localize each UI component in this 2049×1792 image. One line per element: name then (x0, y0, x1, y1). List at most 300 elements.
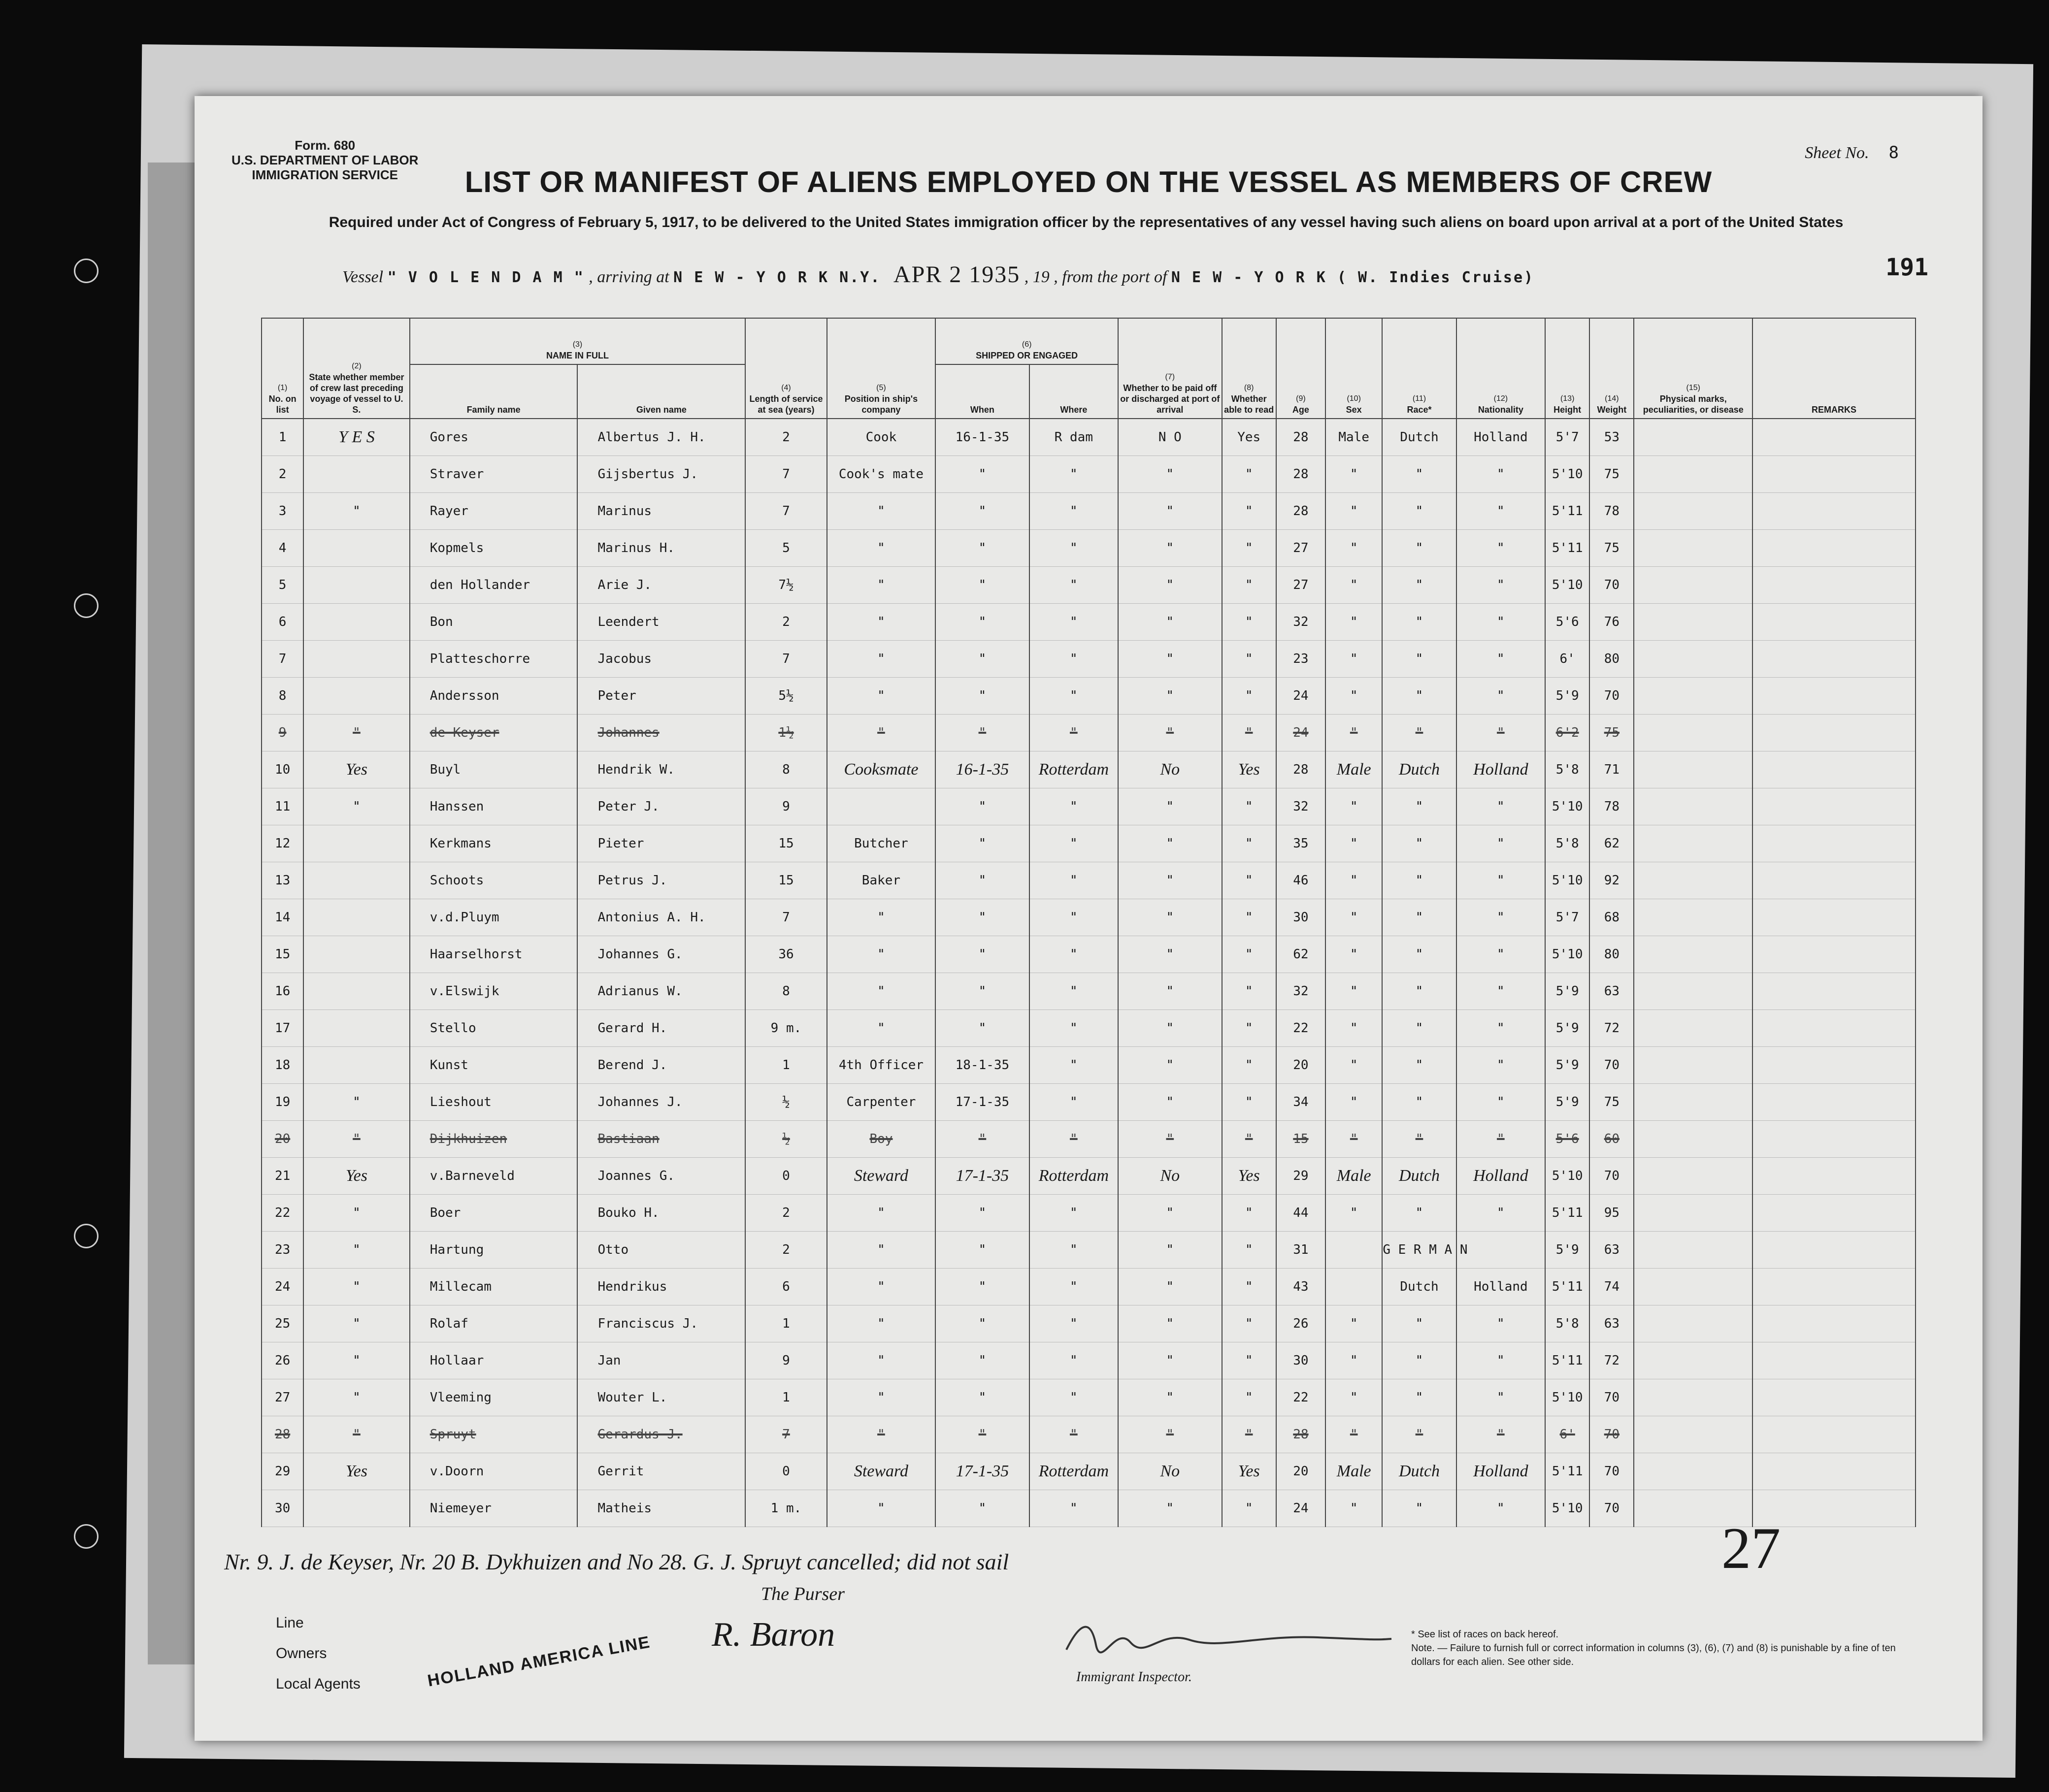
table-row (262, 567, 1916, 604)
table-row (262, 1232, 1916, 1269)
cell-no: 23 (262, 1232, 303, 1269)
cell-nat: " (1456, 1010, 1545, 1047)
cell-height: 5'11 (1545, 1195, 1589, 1232)
cell-no: 12 (262, 825, 303, 862)
cell-family: Straver (410, 456, 578, 493)
col-weight: (14) Weight (1589, 318, 1634, 419)
cell-read: " (1222, 1195, 1276, 1232)
cell-length: 1 m. (745, 1490, 826, 1527)
cell-no: 11 (262, 788, 303, 825)
cell-weight: 60 (1589, 1121, 1634, 1158)
cell-family: v.Doorn (410, 1453, 578, 1490)
cell-phys (1634, 936, 1752, 973)
cell-weight: 70 (1589, 1416, 1634, 1453)
cell-nat: Holland (1456, 1453, 1545, 1490)
cell-read: " (1222, 1305, 1276, 1342)
cell-age: 22 (1276, 1010, 1325, 1047)
cell-state (303, 678, 410, 715)
department: U.S. DEPARTMENT OF LABOR (231, 153, 419, 167)
footer-labels (276, 1608, 361, 1699)
cell-phys (1634, 973, 1752, 1010)
cell-height: 5'11 (1545, 1453, 1589, 1490)
cell-given: Petrus J. (577, 862, 745, 899)
cell-no: 28 (262, 1416, 303, 1453)
cell-height: 5'8 (1545, 1305, 1589, 1342)
cell-paid: " (1118, 715, 1222, 751)
cell-read: " (1222, 715, 1276, 751)
cell-paid: No (1118, 751, 1222, 788)
cell-phys (1634, 419, 1752, 456)
cell-family: Dijkhuizen (410, 1121, 578, 1158)
cell-family: Hollaar (410, 1342, 578, 1379)
cell-read: " (1222, 604, 1276, 641)
cell-given: Johannes G. (577, 936, 745, 973)
cell-given: Peter J. (577, 788, 745, 825)
cell-length: 5½ (745, 678, 826, 715)
cell-phys (1634, 1232, 1752, 1269)
cell-state (303, 1010, 410, 1047)
cell-remarks (1752, 825, 1916, 862)
cell-weight: 62 (1589, 825, 1634, 862)
table-row (262, 1453, 1916, 1490)
table-row (262, 1121, 1916, 1158)
cell-read: " (1222, 567, 1276, 604)
table-row (262, 715, 1916, 751)
cell-position: " (827, 678, 936, 715)
cell-remarks (1752, 419, 1916, 456)
cell-age: 26 (1276, 1305, 1325, 1342)
cell-position: Carpenter (827, 1084, 936, 1121)
cell-given: Matheis (577, 1490, 745, 1527)
cell-position: " (827, 567, 936, 604)
cell-read: " (1222, 678, 1276, 715)
cell-sex: " (1325, 1010, 1382, 1047)
col-position: (5) Position in ship's company (827, 318, 936, 419)
cell-age: 31 (1276, 1232, 1325, 1269)
cell-where: R dam (1029, 419, 1118, 456)
purser-label: The Purser (761, 1584, 845, 1604)
cell-race: " (1382, 899, 1456, 936)
cell-nat: " (1456, 530, 1545, 567)
cell-nat: " (1456, 1121, 1545, 1158)
cell-age: 15 (1276, 1121, 1325, 1158)
cell-weight: 70 (1589, 1158, 1634, 1195)
cell-sex: " (1325, 1047, 1382, 1084)
cell-race: " (1382, 973, 1456, 1010)
cell-state (303, 567, 410, 604)
col-height: (13) Height (1545, 318, 1589, 419)
cell-position: " (827, 899, 936, 936)
cell-state (303, 973, 410, 1010)
cell-sex: " (1325, 1195, 1382, 1232)
cell-nat: " (1456, 899, 1545, 936)
table-row (262, 493, 1916, 530)
cell-when: " (935, 604, 1029, 641)
cell-paid: N O (1118, 419, 1222, 456)
col-where: Where (1029, 364, 1118, 419)
col-age: (9) Age (1276, 318, 1325, 419)
cell-no: 19 (262, 1084, 303, 1121)
cell-sex: " (1325, 1379, 1382, 1416)
cell-no: 10 (262, 751, 303, 788)
cell-where: " (1029, 973, 1118, 1010)
cell-age: 27 (1276, 567, 1325, 604)
cell-read: " (1222, 936, 1276, 973)
cell-weight: 76 (1589, 604, 1634, 641)
cell-when: " (935, 825, 1029, 862)
cell-position: " (827, 1305, 936, 1342)
page-title: LIST OR MANIFEST OF ALIENS EMPLOYED ON THE VESSEL AS MEMBERS OF CREW (464, 165, 1713, 198)
cell-paid: " (1118, 678, 1222, 715)
cell-given: Gerrit (577, 1453, 745, 1490)
cell-family: Schoots (410, 862, 578, 899)
col-name: (3) NAME IN FULL (410, 318, 746, 364)
cell-phys (1634, 1047, 1752, 1084)
cell-paid: " (1118, 1195, 1222, 1232)
cell-nat: " (1456, 641, 1545, 678)
cell-position: Boy (827, 1121, 936, 1158)
cell-weight: 70 (1589, 567, 1634, 604)
cell-height: 5'10 (1545, 567, 1589, 604)
cell-no: 16 (262, 973, 303, 1010)
cell-height: 5'9 (1545, 1047, 1589, 1084)
cell-state (303, 641, 410, 678)
cell-remarks (1752, 1047, 1916, 1084)
cell-height: 5'8 (1545, 751, 1589, 788)
cell-weight: 71 (1589, 751, 1634, 788)
cell-race: Dutch (1382, 1158, 1456, 1195)
cell-height: 6' (1545, 641, 1589, 678)
cell-state (303, 1490, 410, 1527)
cell-sex: " (1325, 567, 1382, 604)
cell-weight: 95 (1589, 1195, 1634, 1232)
cell-nat: " (1456, 862, 1545, 899)
cell-read: Yes (1222, 419, 1276, 456)
cell-phys (1634, 641, 1752, 678)
cell-age: 30 (1276, 1342, 1325, 1379)
cell-where: " (1029, 567, 1118, 604)
cell-race: Dutch (1382, 1453, 1456, 1490)
cell-position: " (827, 1232, 936, 1269)
cell-when: " (935, 862, 1029, 899)
cell-sex: " (1325, 715, 1382, 751)
cell-state: " (303, 1379, 410, 1416)
table-row (262, 751, 1916, 788)
cell-remarks (1752, 899, 1916, 936)
cell-nat (1456, 1232, 1545, 1269)
cell-paid: " (1118, 1010, 1222, 1047)
cell-sex: " (1325, 973, 1382, 1010)
cell-no: 15 (262, 936, 303, 973)
cell-sex: " (1325, 1305, 1382, 1342)
cell-length: 5 (745, 530, 826, 567)
cell-remarks (1752, 567, 1916, 604)
table-row (262, 1158, 1916, 1195)
cell-height: 5'10 (1545, 1158, 1589, 1195)
cell-paid: " (1118, 1232, 1222, 1269)
cell-height: 5'11 (1545, 493, 1589, 530)
cell-no: 1 (262, 419, 303, 456)
cell-race: " (1382, 1379, 1456, 1416)
col-race: (11) Race* (1382, 318, 1456, 419)
cell-phys (1634, 862, 1752, 899)
cell-nat: Holland (1456, 751, 1545, 788)
inspector-label: Immigrant Inspector. (1076, 1669, 1192, 1685)
cell-position: Cook (827, 419, 936, 456)
cell-where: " (1029, 899, 1118, 936)
cell-sex: " (1325, 862, 1382, 899)
cell-age: 24 (1276, 1490, 1325, 1527)
fine-print (1411, 1628, 1904, 1669)
cell-where: " (1029, 1047, 1118, 1084)
cell-paid: " (1118, 1269, 1222, 1305)
cell-family: Millecam (410, 1269, 578, 1305)
cell-state: " (303, 1121, 410, 1158)
cell-given: Marinus (577, 493, 745, 530)
cell-read: " (1222, 973, 1276, 1010)
cell-remarks (1752, 751, 1916, 788)
cell-when: " (935, 641, 1029, 678)
cell-family: Lieshout (410, 1084, 578, 1121)
cell-length: 7 (745, 493, 826, 530)
cell-no: 18 (262, 1047, 303, 1084)
cell-paid: No (1118, 1158, 1222, 1195)
cell-read: " (1222, 899, 1276, 936)
cell-age: 20 (1276, 1453, 1325, 1490)
cell-no: 2 (262, 456, 303, 493)
cell-nat: " (1456, 493, 1545, 530)
from-label: , from the port of (1054, 268, 1167, 286)
cell-nat: Holland (1456, 419, 1545, 456)
cell-sex: Male (1325, 419, 1382, 456)
cell-when: " (935, 788, 1029, 825)
cell-race: Dutch (1382, 751, 1456, 788)
table-row (262, 1342, 1916, 1379)
cell-phys (1634, 1010, 1752, 1047)
cell-height: 5'7 (1545, 419, 1589, 456)
cell-family: de Keyser (410, 715, 578, 751)
cell-given: Albertus J. H. (577, 419, 745, 456)
cell-height: 5'6 (1545, 604, 1589, 641)
cell-height: 5'9 (1545, 1010, 1589, 1047)
cell-when: " (935, 1010, 1029, 1047)
table-row (262, 825, 1916, 862)
cell-nat: " (1456, 1084, 1545, 1121)
cell-state: " (303, 788, 410, 825)
cell-state: " (303, 1232, 410, 1269)
cell-family: Hanssen (410, 788, 578, 825)
cell-read: " (1222, 493, 1276, 530)
cell-length: 9 m. (745, 1010, 826, 1047)
cell-race: " (1382, 862, 1456, 899)
cell-sex (1325, 1269, 1382, 1305)
cell-when: " (935, 715, 1029, 751)
cell-family: Buyl (410, 751, 578, 788)
cell-read: " (1222, 1269, 1276, 1305)
cell-nat: " (1456, 1416, 1545, 1453)
cell-read: " (1222, 862, 1276, 899)
cell-where: " (1029, 1416, 1118, 1453)
cell-remarks (1752, 1195, 1916, 1232)
cell-position: " (827, 1269, 936, 1305)
cell-where: " (1029, 1305, 1118, 1342)
cell-paid: " (1118, 825, 1222, 862)
cell-age: 28 (1276, 1416, 1325, 1453)
cell-sex: Male (1325, 1158, 1382, 1195)
cell-family: Boer (410, 1195, 578, 1232)
cell-age: 28 (1276, 456, 1325, 493)
cell-paid: " (1118, 788, 1222, 825)
line-label: Line (276, 1615, 304, 1631)
cell-race: " (1382, 641, 1456, 678)
cell-when: 16-1-35 (935, 419, 1029, 456)
cell-where: Rotterdam (1029, 1158, 1118, 1195)
cell-where: " (1029, 1342, 1118, 1379)
cell-state: Yes (303, 1453, 410, 1490)
cell-remarks (1752, 1379, 1916, 1416)
cell-no: 13 (262, 862, 303, 899)
cell-state: " (303, 493, 410, 530)
cell-family: Kerkmans (410, 825, 578, 862)
cell-sex: Male (1325, 751, 1382, 788)
cell-given: Otto (577, 1232, 745, 1269)
cell-where: Rotterdam (1029, 1453, 1118, 1490)
cell-nat: " (1456, 715, 1545, 751)
cell-no: 21 (262, 1158, 303, 1195)
cell-where: " (1029, 1379, 1118, 1416)
cell-where: " (1029, 715, 1118, 751)
cell-state (303, 899, 410, 936)
punch-hole (74, 1224, 99, 1248)
cell-race: " (1382, 715, 1456, 751)
cell-no: 14 (262, 899, 303, 936)
cell-length: ½ (745, 1084, 826, 1121)
cell-read: " (1222, 456, 1276, 493)
cell-family: Andersson (410, 678, 578, 715)
cell-where: " (1029, 604, 1118, 641)
cell-where: " (1029, 678, 1118, 715)
cell-no: 25 (262, 1305, 303, 1342)
cell-position: " (827, 936, 936, 973)
table-row (262, 1084, 1916, 1121)
page-mark: 27 (1721, 1515, 1781, 1581)
cell-height: 5'6 (1545, 1121, 1589, 1158)
cell-race: " (1382, 788, 1456, 825)
table-row (262, 1379, 1916, 1416)
table-row (262, 678, 1916, 715)
cell-given: Gerard H. (577, 1010, 745, 1047)
cell-where: " (1029, 1232, 1118, 1269)
cell-length: 0 (745, 1158, 826, 1195)
cell-paid: " (1118, 456, 1222, 493)
cell-sex: " (1325, 788, 1382, 825)
cell-length: 15 (745, 825, 826, 862)
cell-age: 62 (1276, 936, 1325, 973)
cell-height: 5'10 (1545, 788, 1589, 825)
cell-phys (1634, 788, 1752, 825)
table-row (262, 1047, 1916, 1084)
cell-sex: " (1325, 899, 1382, 936)
cell-paid: " (1118, 1121, 1222, 1158)
cell-race: Dutch (1382, 1269, 1456, 1305)
cell-phys (1634, 530, 1752, 567)
cell-weight: 92 (1589, 862, 1634, 899)
cell-race: " (1382, 1305, 1456, 1342)
cell-family: den Hollander (410, 567, 578, 604)
cell-length: 7 (745, 456, 826, 493)
cell-given: Wouter L. (577, 1379, 745, 1416)
cell-weight: 72 (1589, 1010, 1634, 1047)
inspector-signature (1061, 1615, 1396, 1660)
cell-height: 5'11 (1545, 1342, 1589, 1379)
cell-given: Marinus H. (577, 530, 745, 567)
cell-age: 28 (1276, 419, 1325, 456)
cell-remarks (1752, 973, 1916, 1010)
cell-race: Dutch (1382, 419, 1456, 456)
cell-age: 28 (1276, 751, 1325, 788)
cell-weight: 80 (1589, 641, 1634, 678)
cell-height: 5'10 (1545, 936, 1589, 973)
cell-weight: 70 (1589, 1490, 1634, 1527)
line-stamp: HOLLAND AMERICA LINE (426, 1632, 652, 1691)
cell-given: Johannes J. (577, 1084, 745, 1121)
cell-given: Arie J. (577, 567, 745, 604)
cell-where: " (1029, 641, 1118, 678)
vessel-name: " V O L E N D A M " (387, 269, 585, 286)
cell-when: " (935, 1305, 1029, 1342)
cell-state (303, 936, 410, 973)
owners-label: Owners (276, 1645, 327, 1662)
cell-when: " (935, 1269, 1029, 1305)
cell-state: " (303, 1195, 410, 1232)
cell-when: " (935, 1490, 1029, 1527)
cell-paid: " (1118, 604, 1222, 641)
cell-sex: Male (1325, 1453, 1382, 1490)
cell-family: Haarselhorst (410, 936, 578, 973)
cell-weight: 68 (1589, 899, 1634, 936)
cell-remarks (1752, 936, 1916, 973)
cell-no: 24 (262, 1269, 303, 1305)
purser-signature: R. Baron (712, 1616, 835, 1654)
cell-position: " (827, 1010, 936, 1047)
cell-family: Rolaf (410, 1305, 578, 1342)
col-read: (8) Whether able to read (1222, 318, 1276, 419)
cell-sex: " (1325, 1490, 1382, 1527)
cell-read: Yes (1222, 1453, 1276, 1490)
cell-state (303, 862, 410, 899)
vessel-label: Vessel (342, 268, 384, 286)
cell-position: " (827, 1379, 936, 1416)
table-row (262, 973, 1916, 1010)
cell-read: " (1222, 1010, 1276, 1047)
cell-weight: 74 (1589, 1269, 1634, 1305)
cell-when: " (935, 530, 1029, 567)
cell-nat: " (1456, 973, 1545, 1010)
table-row (262, 419, 1916, 456)
cell-paid: " (1118, 641, 1222, 678)
cell-age: 35 (1276, 825, 1325, 862)
cell-race: " (1382, 1490, 1456, 1527)
cell-height: 5'9 (1545, 678, 1589, 715)
cell-state: " (303, 1342, 410, 1379)
cell-height: 5'9 (1545, 973, 1589, 1010)
cell-position: " (827, 641, 936, 678)
cell-read: " (1222, 530, 1276, 567)
cell-phys (1634, 751, 1752, 788)
cell-age: 20 (1276, 1047, 1325, 1084)
cell-remarks (1752, 604, 1916, 641)
cell-given: Jan (577, 1342, 745, 1379)
